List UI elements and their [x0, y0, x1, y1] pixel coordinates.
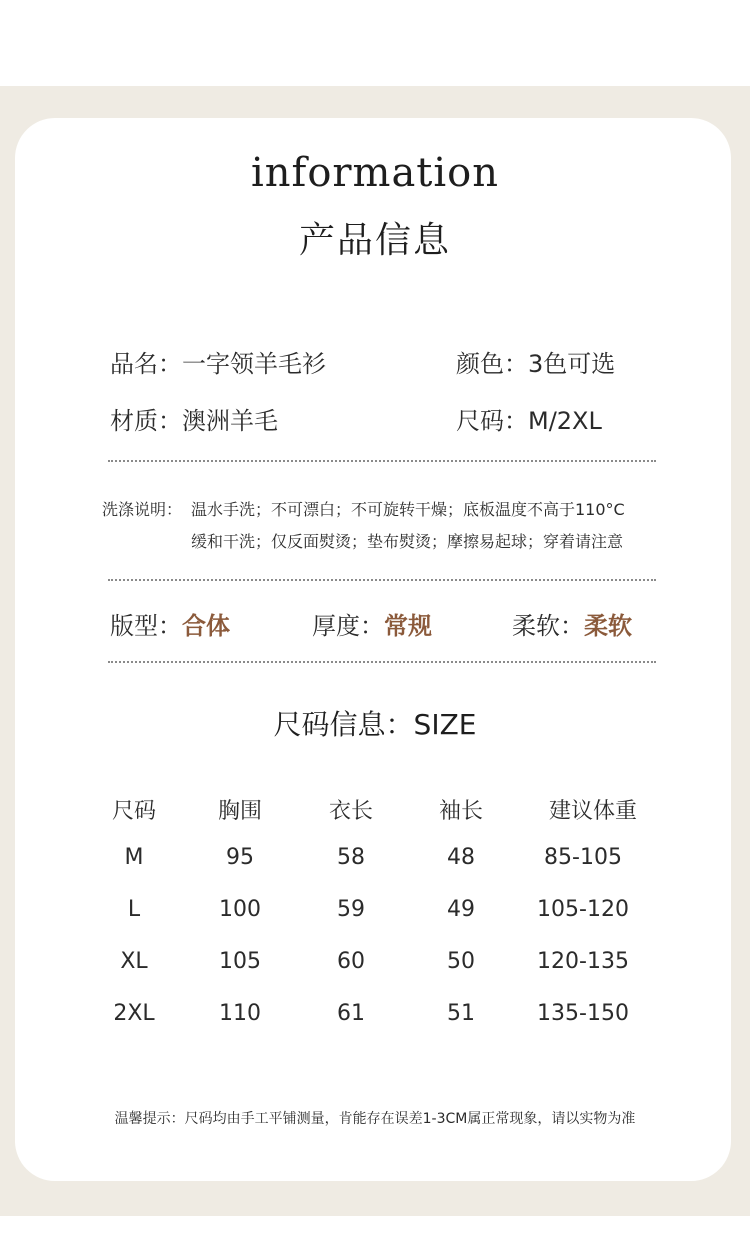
table-header-cell: 袖长	[438, 799, 483, 824]
attribute-value: 柔软	[584, 612, 632, 640]
divider	[108, 661, 656, 663]
table-cell: M	[124, 845, 144, 870]
table-cell: 105	[219, 949, 261, 974]
table-cell: 110	[219, 1001, 261, 1026]
attribute-value: 常规	[384, 612, 432, 640]
attribute-softness	[512, 606, 632, 641]
divider	[108, 460, 656, 462]
table-cell: 105-120	[537, 897, 629, 922]
title-english: information	[250, 150, 500, 196]
table-cell: 49	[447, 897, 475, 922]
table-header-cell: 胸围	[217, 799, 262, 824]
table-cell: 59	[337, 897, 365, 922]
table-cell: 2XL	[113, 1001, 155, 1026]
table-cell: 85-105	[544, 845, 622, 870]
info-size: 尺码：M/2XL	[456, 407, 602, 435]
title-chinese: 产品信息	[298, 220, 451, 261]
table-cell: 48	[447, 845, 475, 870]
size-section-title: 尺码信息：SIZE	[273, 708, 477, 741]
table-header-cell: 衣长	[328, 799, 373, 824]
care-instructions-line-1: 温水手洗；不可漂白；不可旋转干燥；底板温度不高于110°C	[191, 500, 625, 519]
table-header-cell: 建议体重	[548, 799, 637, 824]
care-instructions-line-2: 缓和干洗；仅反面熨烫；垫布熨烫；摩擦易起球；穿着请注意	[191, 532, 624, 551]
table-cell: 50	[447, 949, 475, 974]
attribute-value: 合体	[182, 612, 230, 640]
table-cell: XL	[120, 949, 148, 974]
table-cell: 51	[447, 1001, 475, 1026]
attribute-key: 厚度：	[312, 612, 384, 640]
attribute-thickness	[312, 606, 432, 641]
table-cell: 61	[337, 1001, 365, 1026]
info-color: 颜色：3色可选	[456, 350, 616, 378]
info-material: 材质：澳洲羊毛	[110, 407, 278, 435]
table-cell: 135-150	[537, 1001, 629, 1026]
attribute-fit	[110, 606, 230, 641]
measurement-note: 温馨提示：尺码均由手工平铺测量，肯能存在误差1-3CM属正常现象，请以实物为准	[114, 1111, 636, 1127]
attribute-key: 版型：	[110, 612, 182, 640]
attribute-key: 柔软：	[512, 612, 584, 640]
info-product-name: 品名：一字领羊毛衫	[110, 350, 326, 378]
table-header-cell: 尺码	[111, 799, 156, 824]
table-cell: 100	[219, 897, 261, 922]
table-cell: 95	[226, 845, 254, 870]
table-cell: 120-135	[537, 949, 629, 974]
table-cell: 60	[337, 949, 365, 974]
divider	[108, 579, 656, 581]
table-cell: 58	[337, 845, 365, 870]
care-label: 洗涤说明：	[102, 500, 183, 519]
table-cell: L	[127, 897, 141, 922]
